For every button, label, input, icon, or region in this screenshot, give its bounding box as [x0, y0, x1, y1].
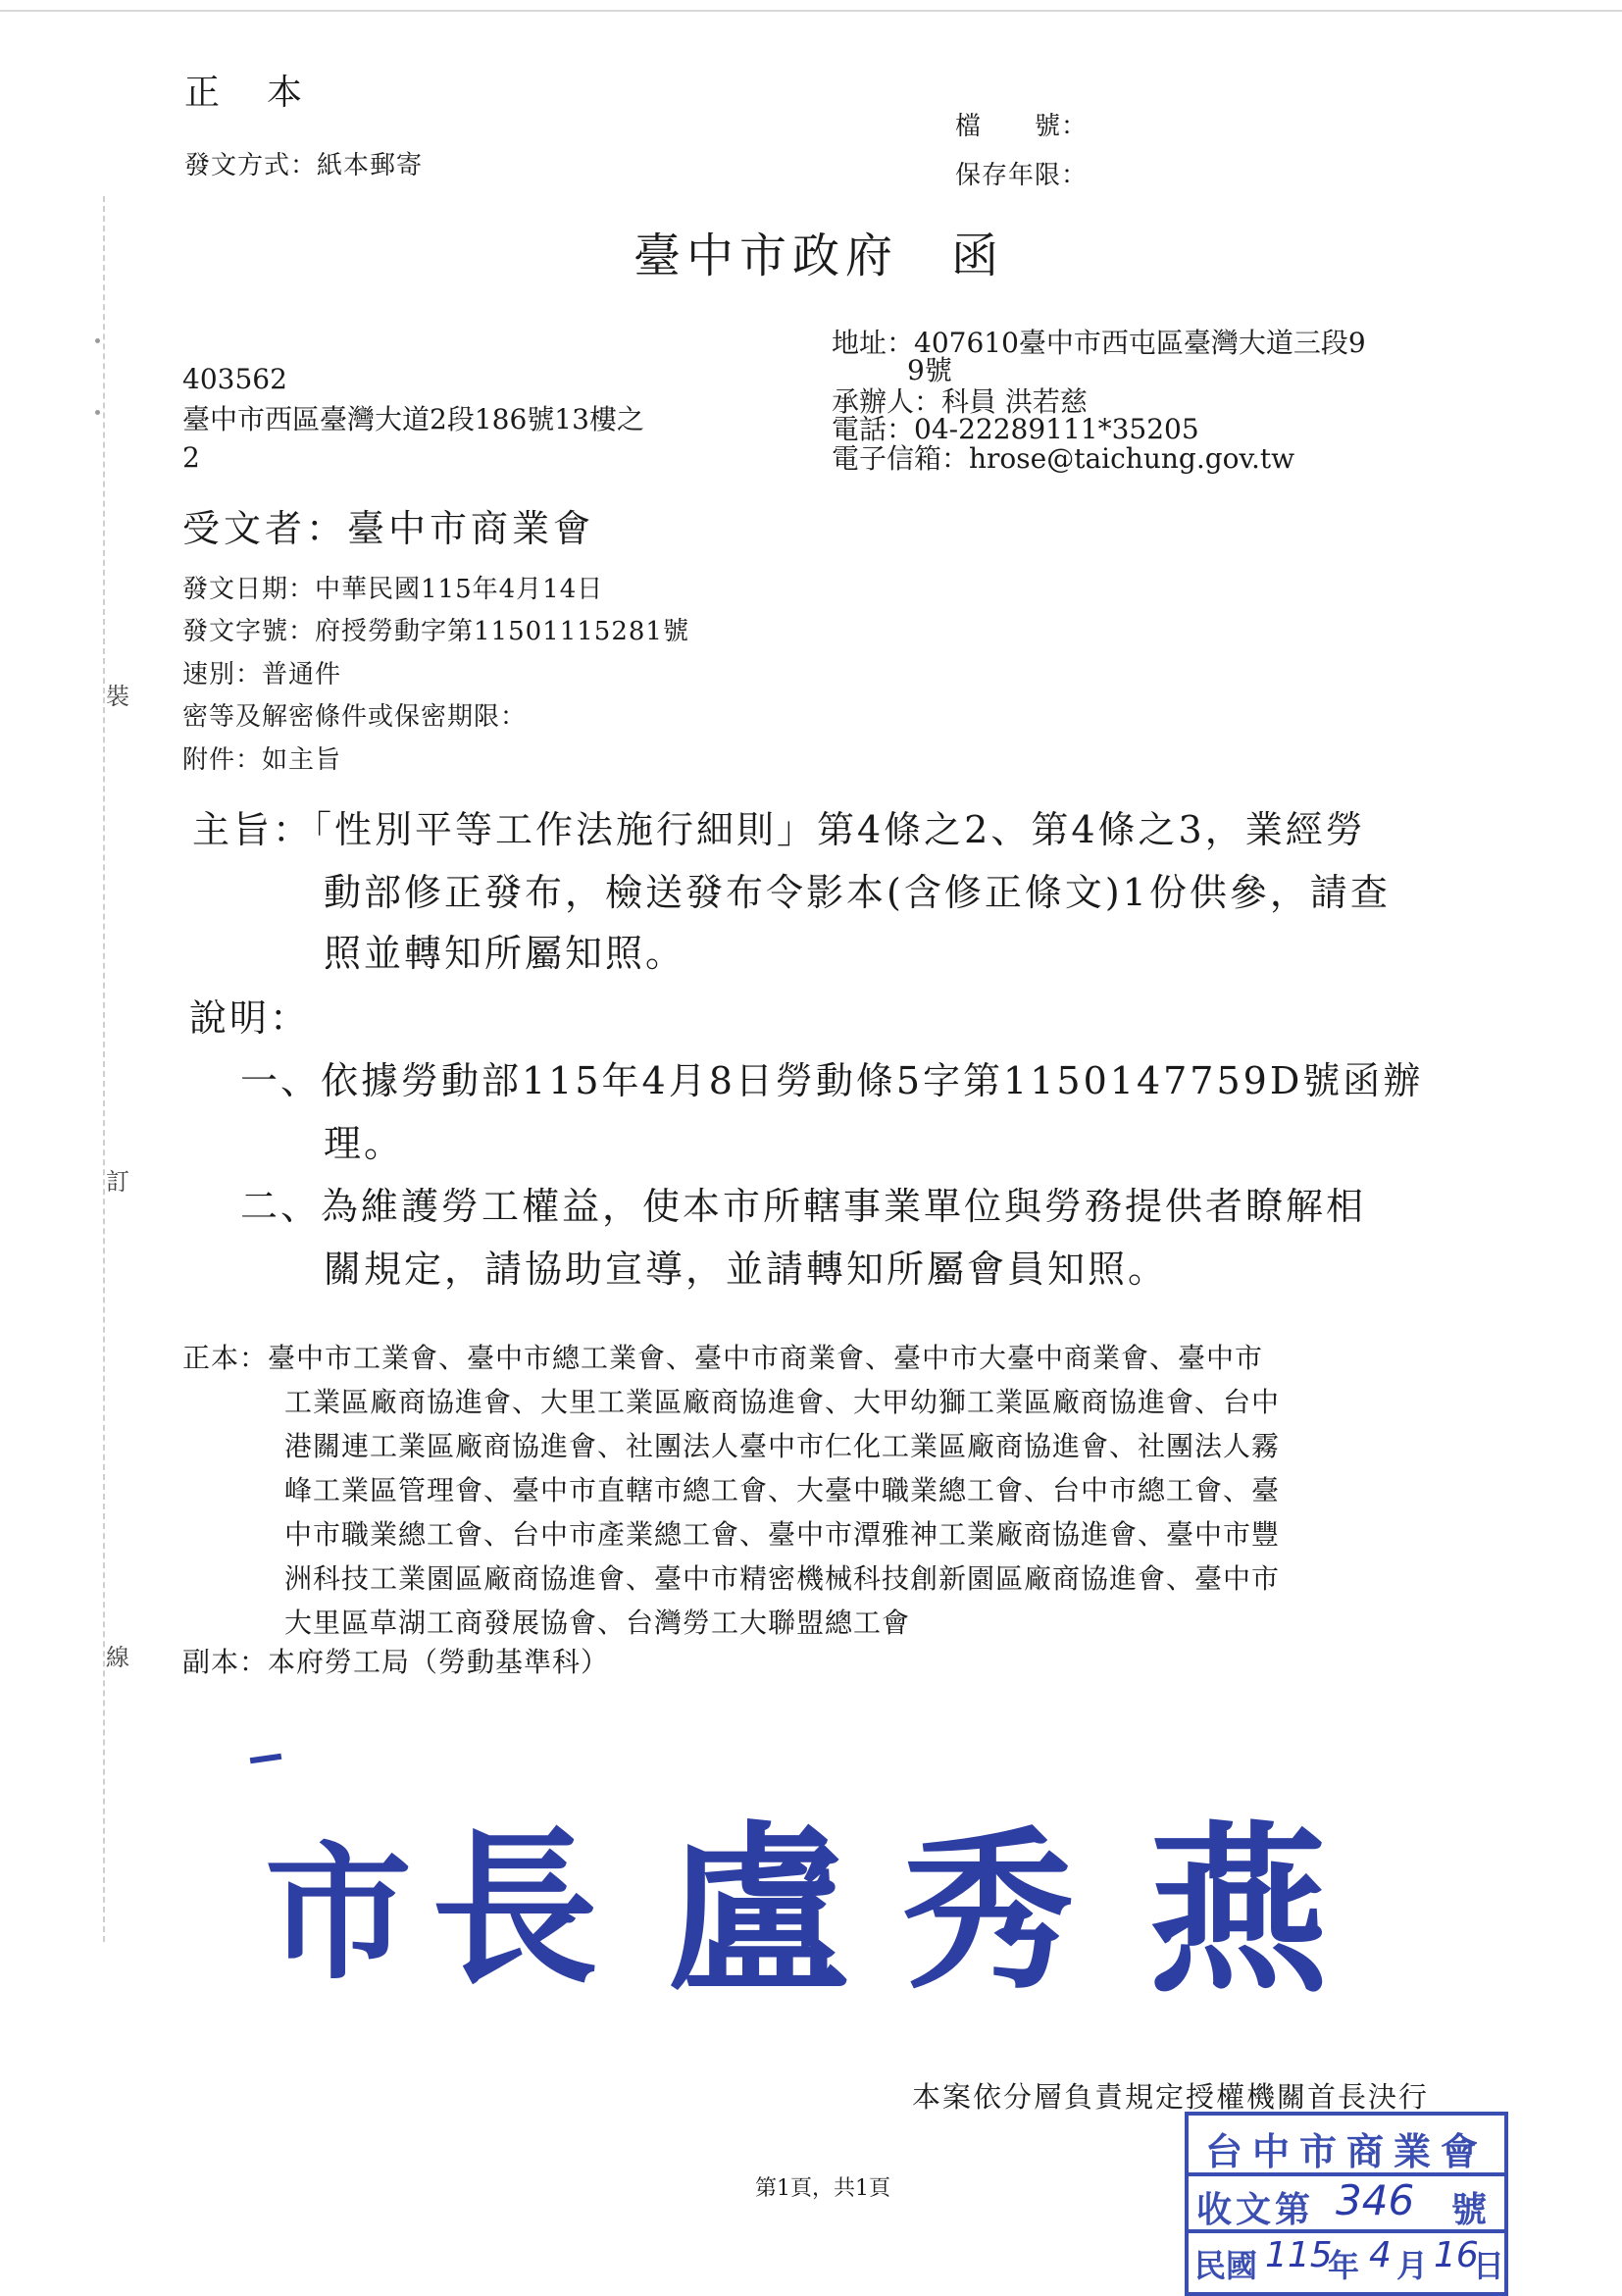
stamp-received-row: [1189, 2178, 1504, 2233]
explanation-item-1-cont: 理。: [324, 1122, 405, 1165]
retention-period-label: 保存年限：: [955, 161, 1089, 190]
delivery-method: 發文方式：紙本郵寄: [184, 151, 424, 180]
signature-stroke: [250, 1754, 282, 1763]
issue-date: 發文日期：中華民國115年4月14日: [182, 575, 604, 604]
contact-email: 電子信箱：hrose@taichung.gov.tw: [832, 442, 1295, 475]
sender-address-cont: 9號: [907, 354, 952, 386]
subject-line-2: 動部修正發布，檢送發布令影本(含修正條文)1份供參，請查: [324, 871, 1391, 914]
distribution-original-line: 正本：臺中市工業會、臺中市總工業會、臺中市商業會、臺中市大臺中商業會、臺中市: [182, 1342, 1264, 1374]
signature-char: 秀: [902, 1811, 1074, 2013]
binding-mark-ding: 訂: [106, 1168, 129, 1196]
stamp-org: 台中市商業會: [1189, 2121, 1504, 2176]
document-title: 臺中市政府 函: [634, 229, 1005, 283]
explanation-item-1: 一、依據勞動部115年4月8日勞動條5字第1150147759D號函辦: [240, 1059, 1424, 1102]
binding-mark-zhuang: 裝: [106, 683, 129, 710]
page-number: 第1頁，共1頁: [755, 2176, 890, 2201]
recipient-address-cont: 2: [182, 441, 200, 474]
distribution-original-line: 峰工業區管理會、臺中市直轄市總工會、大臺中職業總工會、台中市總工會、臺: [284, 1474, 1281, 1506]
copy-type: 正 本: [184, 73, 309, 113]
stamp-received-prefix: 收文第: [1196, 2190, 1315, 2230]
stamp-year: 115: [1265, 2235, 1333, 2275]
distribution-original-line: 工業區廠商協進會、大里工業區廠商協進會、大甲幼獅工業區廠商協進會、台中: [284, 1386, 1281, 1418]
stamp-received-number: 346: [1336, 2176, 1415, 2224]
security-classification: 密等及解密條件或保密期限：: [182, 702, 528, 732]
stamp-received-suffix: 號: [1451, 2190, 1488, 2230]
signature-char: 盧: [667, 1804, 848, 2017]
stamp-month-label: 月: [1396, 2247, 1429, 2284]
punch-hole-dot: [95, 338, 100, 343]
explanation-heading: 說明：: [189, 996, 311, 1040]
binding-line: [103, 196, 105, 1942]
attachment: 附件：如主旨: [182, 745, 342, 775]
receipt-stamp: [1185, 2112, 1508, 2296]
subject-line-3: 照並轉知所屬知照。: [324, 932, 686, 975]
recipient: 受文者：臺中市商業會: [182, 507, 595, 550]
binding-mark-xian: 線: [106, 1644, 129, 1671]
distribution-original-line: 中市職業總工會、台中市產業總工會、臺中市潭雅神工業廠商協進會、臺中市豐: [284, 1518, 1281, 1551]
distribution-original-line: 洲科技工業園區廠商協進會、臺中市精密機械科技創新園區廠商協進會、臺中市: [284, 1562, 1281, 1595]
stamp-date-prefix: 民國: [1194, 2247, 1258, 2284]
stamp-day: 16: [1434, 2235, 1479, 2275]
file-number-label: 檔 號：: [955, 112, 1089, 141]
urgency: 速別：普通件: [182, 660, 342, 689]
punch-hole-dot: [95, 410, 100, 415]
stamp-year-label: 年: [1328, 2247, 1360, 2284]
contact-phone: 電話：04-22289111*35205: [832, 413, 1199, 445]
contact-person: 承辦人：科員 洪若慈: [832, 385, 1088, 418]
signature-char: 長: [431, 1811, 599, 2008]
stamp-date-row: [1189, 2235, 1504, 2286]
top-edge-line: [0, 10, 1622, 12]
stamp-day-label: 日: [1473, 2247, 1505, 2284]
explanation-item-2: 二、為維護勞工權益，使本市所轄事業單位與勞務提供者瞭解相: [240, 1185, 1367, 1228]
distribution-copy: 副本：本府勞工局（勞動基準科）: [182, 1646, 610, 1678]
delegation-note: 本案依分層負責規定授權機關首長決行: [912, 2080, 1430, 2114]
sender-address: 地址：407610臺中市西屯區臺灣大道三段9: [832, 327, 1366, 359]
postal-code: 403562: [182, 363, 287, 395]
distribution-original-line: 港關連工業區廠商協進會、社團法人臺中市仁化工業區廠商協進會、社團法人霧: [284, 1430, 1281, 1462]
signature-char: 燕: [1147, 1804, 1329, 2017]
document-number: 發文字號：府授勞動字第11501115281號: [182, 617, 689, 646]
stamp-month: 4: [1369, 2235, 1392, 2275]
subject-line-1: 主旨：「性別平等工作法施行細則」第4條之2、第4條之3，業經勞: [192, 808, 1366, 851]
recipient-address: 臺中市西區臺灣大道2段186號13樓之: [182, 403, 644, 435]
explanation-item-2-cont: 關規定，請協助宣導，並請轉知所屬會員知照。: [324, 1248, 1169, 1291]
signature-char: 市: [265, 1827, 413, 2000]
distribution-original-line: 大里區草湖工商發展協會、台灣勞工大聯盟總工會: [284, 1607, 911, 1639]
